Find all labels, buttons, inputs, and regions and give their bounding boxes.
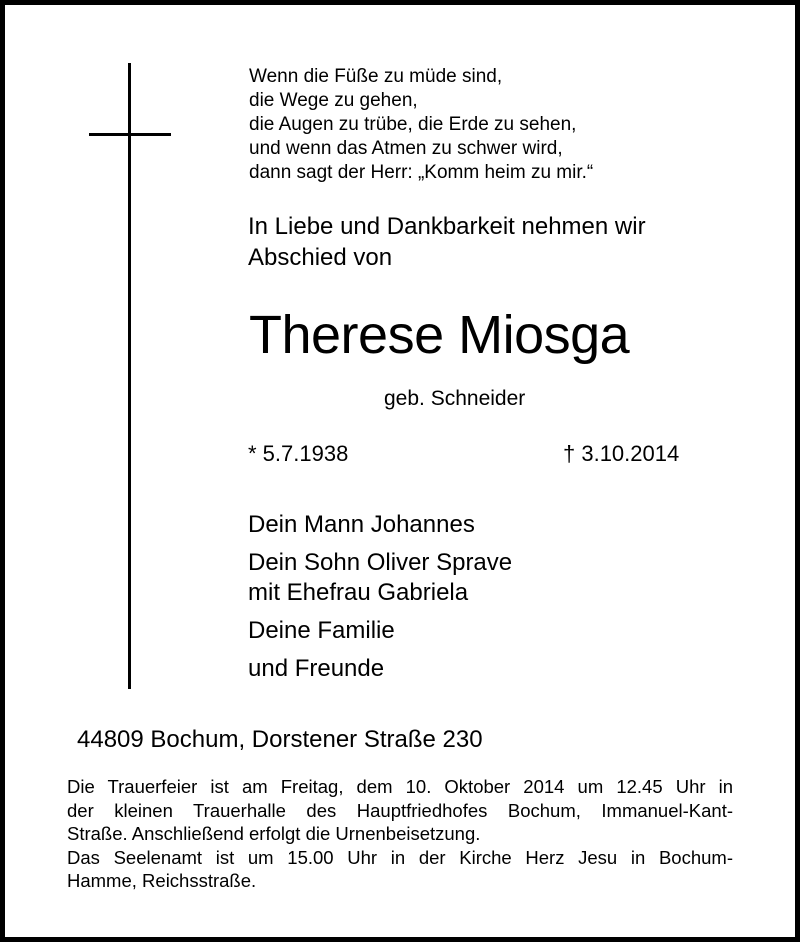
ceremony-line: Straße. Anschließend erfolgt die Urnenbeisetzung. — [67, 823, 481, 844]
maiden-name: geb. Schneider — [384, 387, 526, 410]
mourner-entry — [248, 616, 512, 646]
cross-symbol-bar — [89, 133, 171, 136]
deceased-name: Therese Miosga — [249, 305, 630, 365]
mourner-line: Dein Mann Johannes — [248, 511, 475, 538]
poem-line: die Wege zu gehen, — [249, 90, 418, 111]
ceremony-details — [67, 775, 733, 893]
death-date: † 3.10.2014 — [563, 441, 680, 466]
poem-line: die Augen zu trübe, die Erde zu sehen, — [249, 114, 577, 135]
farewell-intro — [248, 211, 646, 273]
ceremony-line: Das Seelenamt ist um 15.00 Uhr in der Kirche Herz Jesu in Bochum- — [67, 846, 733, 868]
mourner-line: Dein Sohn Oliver Sprave — [248, 549, 513, 576]
mourner-line: mit Ehefrau Gabriela — [248, 579, 469, 606]
ceremony-line: Die Trauerfeier ist am Freitag, dem 10. Oktober 2014 um 12.45 Uhr in — [67, 776, 733, 797]
intro-line: In Liebe und Dankbarkeit nehmen wir — [248, 213, 646, 240]
family-address: 44809 Bochum, Dorstener Straße 230 — [77, 726, 483, 753]
mourner-entry — [248, 548, 512, 608]
mourner-entry — [248, 654, 512, 684]
cross-symbol — [128, 63, 131, 689]
mourner-entry — [248, 510, 512, 540]
mourner-line: Deine Familie — [248, 617, 395, 644]
ceremony-line: Hamme, Reichsstraße. — [67, 870, 257, 891]
mourner-line: und Freunde — [248, 655, 385, 682]
mourners-list — [248, 510, 512, 692]
poem-line: Wenn die Füße zu müde sind, — [249, 66, 503, 87]
poem-line: dann sagt der Herr: „Komm heim zu mir.“ — [249, 162, 594, 183]
intro-line: Abschied von — [248, 244, 393, 271]
ceremony-line: der kleinen Trauerhalle des Hauptfriedhofes Bochum, Immanuel-Kant- — [67, 799, 733, 821]
birth-date: * 5.7.1938 — [248, 441, 349, 466]
poem-line: und wenn das Atmen zu schwer wird, — [249, 138, 563, 159]
poem — [249, 65, 593, 185]
